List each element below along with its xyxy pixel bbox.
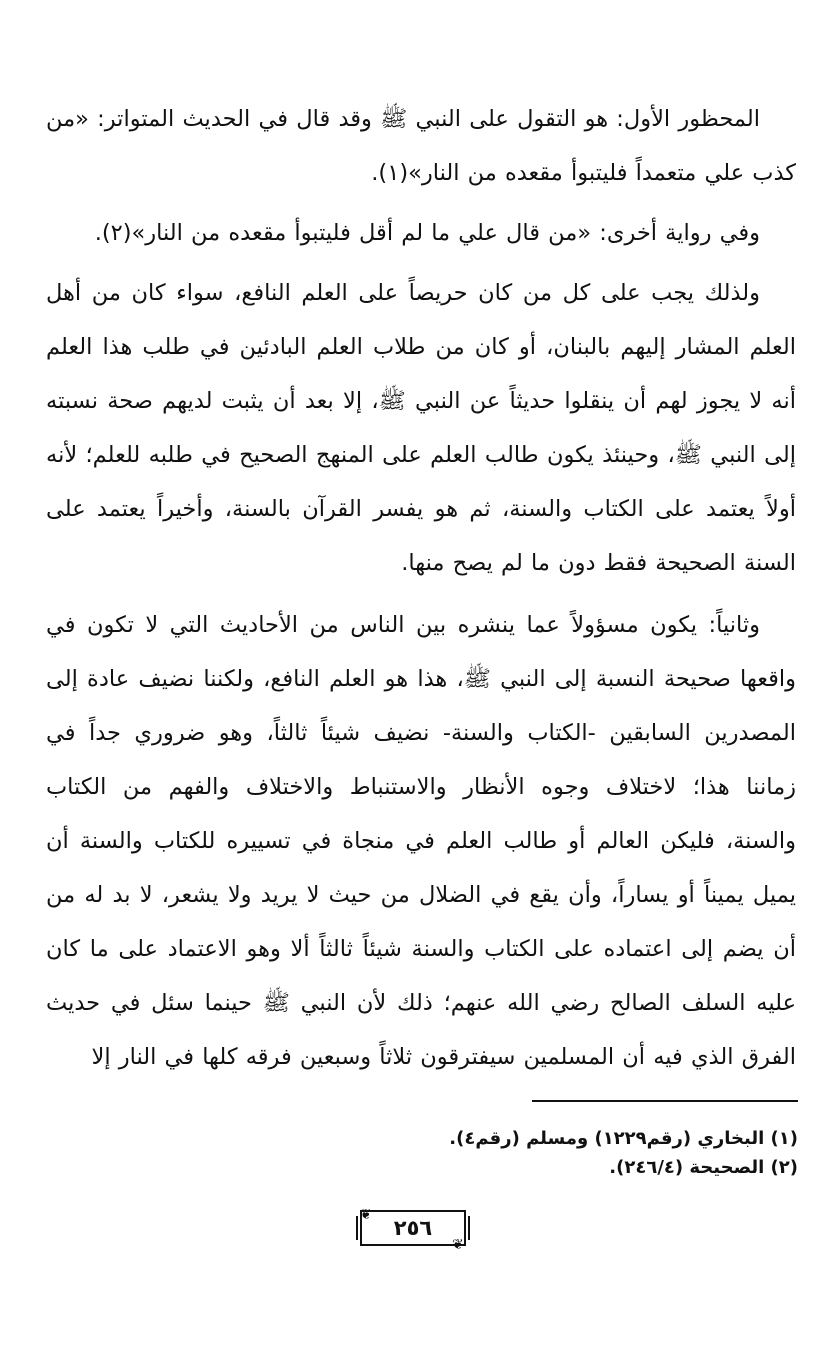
corner-ornament-icon: ❦ (452, 1237, 464, 1253)
paragraph-2: وفي رواية أخرى: «من قال علي ما لم أقل فليتبوأ مقعده من النار»(٢). (94, 220, 760, 246)
paragraph-3: ولذلك يجب على كل من كان حريصاً على العلم النافع، سواء كان من أهل العلم المشار إليهم بالبنان، أو كان من طلاب العلم البادئين في طلب هذا العلم أنه لا يجوز لهم أن ينقلوا حديثاً عن النبي ﷺ، إلا بعد أن يثبت لديهم صحة نسبته إلى النبي ﷺ، وحينئذ يكون طالب العلم على المنهج الصحيح في طلبه للعلم؛ لأنه أولاً يعتمد على الكتاب والسنة، ثم هو يفسر القرآن بالسنة، وأخيراً يعتمد على السنة الصحيحة فقط دون ما لم يصح منها. (46, 280, 796, 576)
corner-ornament-icon: ❦ (360, 1207, 372, 1223)
paragraph-gap (46, 590, 796, 598)
page-number: ٢٥٦ (393, 1216, 433, 1240)
page-body (46, 92, 796, 1084)
paragraph-1: المحظور الأول: هو التقول على النبي ﷺ وقد قال في الحديث المتواتر: «من كذب علي متعمداً فليتبوأ مقعده من النار»(١). (46, 106, 796, 186)
footnote-1: (١) البخاري (رقم١٢٢٩) ومسلم (رقم٤). (449, 1128, 798, 1149)
page-number-frame (360, 1207, 466, 1246)
footnote-2: (٢) الصحيحة (٢٤٦/٤). (609, 1157, 798, 1178)
footnote-separator (532, 1100, 798, 1102)
paragraph-4: وثانياً: يكون مسؤولاً عما ينشره بين الناس من الأحاديث التي لا تكون في واقعها صحيحة النسبة إلى النبي ﷺ، هذا هو العلم النافع، ولكننا نضيف عادة إلى المصدرين السابقين -الكتاب والسنة- نضيف شيئاً ثالثاً، وهو ضروري جداً في زماننا هذا؛ لاختلاف وجوه الأنظار والاستنباط والاختلاف والفهم من الكتاب والسنة، فليكن العالم أو طالب العلم في منجاة في تسييره للكتاب والسنة أن يميل يميناً أو يساراً، وأن يقع في الضلال من حيث لا يريد ولا يشعر، لا بد له من أن يضم إلى اعتماده على الكتاب والسنة شيئاً ثالثاً ألا وهو الاعتماد على ما كان عليه السلف الصالح رضي الله عنهم؛ ذلك لأن النبي ﷺ حينما سئل في حديث الفرق الذي فيه أن المسلمين سيفترقون ثلاثاً وسبعين فرقه كلها في النار إلا (46, 612, 796, 1070)
footnotes (300, 1124, 798, 1182)
